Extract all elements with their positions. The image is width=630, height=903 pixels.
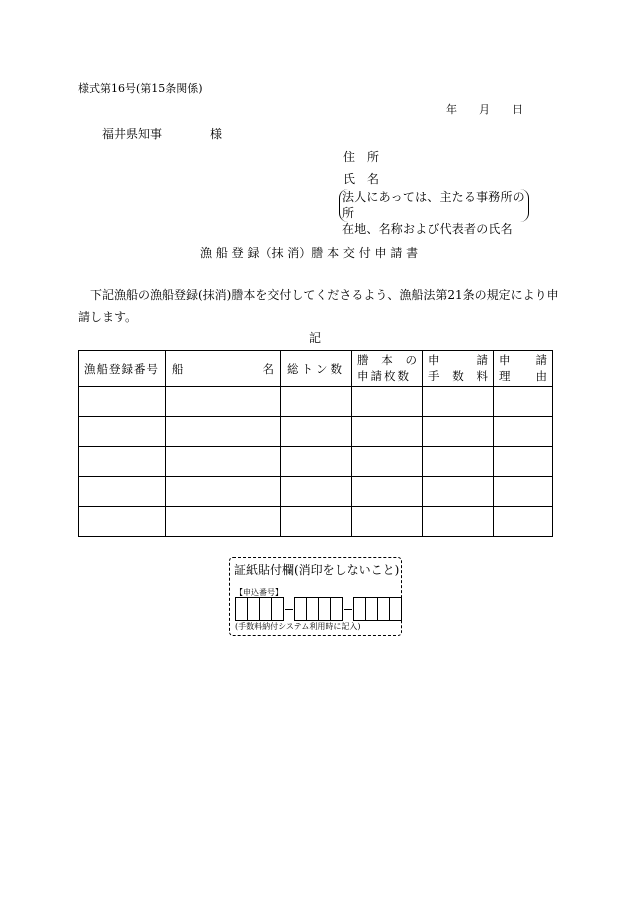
table-cell[interactable] <box>166 417 281 447</box>
table-row <box>79 417 553 447</box>
document-title: 漁 船 登 録（抹 消）謄 本 交 付 申 請 書 <box>200 246 419 260</box>
header-fee: 申 請 手 数 料 <box>423 351 494 387</box>
table-cell[interactable] <box>166 477 281 507</box>
table-cell[interactable] <box>352 477 423 507</box>
table-cell[interactable] <box>166 447 281 477</box>
corporate-note-line2: 在地、名称および代表者の氏名 <box>342 222 513 236</box>
fee-system-note: (手数料納付システム利用時に記入) <box>235 622 361 631</box>
table-cell[interactable] <box>166 387 281 417</box>
app-number-group-3[interactable] <box>353 597 402 621</box>
table-cell[interactable] <box>79 447 166 477</box>
corporate-note-line1: 法人にあっては、主たる事務所の所 <box>342 190 525 220</box>
table-row <box>79 387 553 417</box>
separator-dash <box>344 609 352 610</box>
table-cell[interactable] <box>79 417 166 447</box>
table-row <box>79 477 553 507</box>
table-cell[interactable] <box>423 507 494 537</box>
addressee: 福井県知事 様 <box>102 127 223 141</box>
registration-table <box>78 350 553 537</box>
header-reg-no: 漁船登録番号 <box>79 351 166 387</box>
body-line-1: 下記漁船の漁船登録(抹消)謄本を交付してくださるよう、漁船法第21条の規定により申 <box>90 288 559 302</box>
table-header-row <box>79 351 553 387</box>
table-cell[interactable] <box>352 387 423 417</box>
table-cell[interactable] <box>494 447 553 477</box>
application-number-label: 【申込番号】 <box>235 588 283 597</box>
header-copies: 謄 本 の 申請枚数 <box>352 351 423 387</box>
ki-heading: 記 <box>309 331 322 345</box>
table-cell[interactable] <box>166 507 281 537</box>
table-cell[interactable] <box>494 417 553 447</box>
table-cell[interactable] <box>352 417 423 447</box>
table-cell[interactable] <box>281 447 352 477</box>
table-cell[interactable] <box>352 507 423 537</box>
separator-dash <box>285 609 293 610</box>
application-number-boxes <box>235 597 402 621</box>
table-cell[interactable] <box>494 387 553 417</box>
table-row <box>79 447 553 477</box>
table-cell[interactable] <box>79 387 166 417</box>
table-row <box>79 507 553 537</box>
table-cell[interactable] <box>423 447 494 477</box>
form-number: 様式第16号(第15条関係) <box>78 82 203 95</box>
table-cell[interactable] <box>494 477 553 507</box>
app-number-group-2[interactable] <box>294 597 343 621</box>
corporate-note-bracket <box>339 189 529 236</box>
table-cell[interactable] <box>494 507 553 537</box>
header-tonnage: 総トン数 <box>281 351 352 387</box>
table-cell[interactable] <box>281 477 352 507</box>
table-cell[interactable] <box>79 507 166 537</box>
table-cell[interactable] <box>423 417 494 447</box>
app-number-group-1[interactable] <box>235 597 284 621</box>
table-cell[interactable] <box>281 387 352 417</box>
table-cell[interactable] <box>352 447 423 477</box>
stamp-area-title: 証紙貼付欄(消印をしないこと) <box>234 563 400 577</box>
body-line-2: 請します。 <box>78 310 138 324</box>
table-cell[interactable] <box>281 417 352 447</box>
stamp-area <box>229 557 402 636</box>
date-line: 年 月 日 <box>446 103 523 116</box>
table-cell[interactable] <box>423 477 494 507</box>
table-cell[interactable] <box>423 387 494 417</box>
table-cell[interactable] <box>79 477 166 507</box>
address-label: 住 所 <box>343 150 380 164</box>
name-label: 氏 名 <box>343 172 380 186</box>
table-cell[interactable] <box>281 507 352 537</box>
header-reason: 申 請 理 由 <box>494 351 553 387</box>
header-ship-name: 船 名 <box>166 351 281 387</box>
